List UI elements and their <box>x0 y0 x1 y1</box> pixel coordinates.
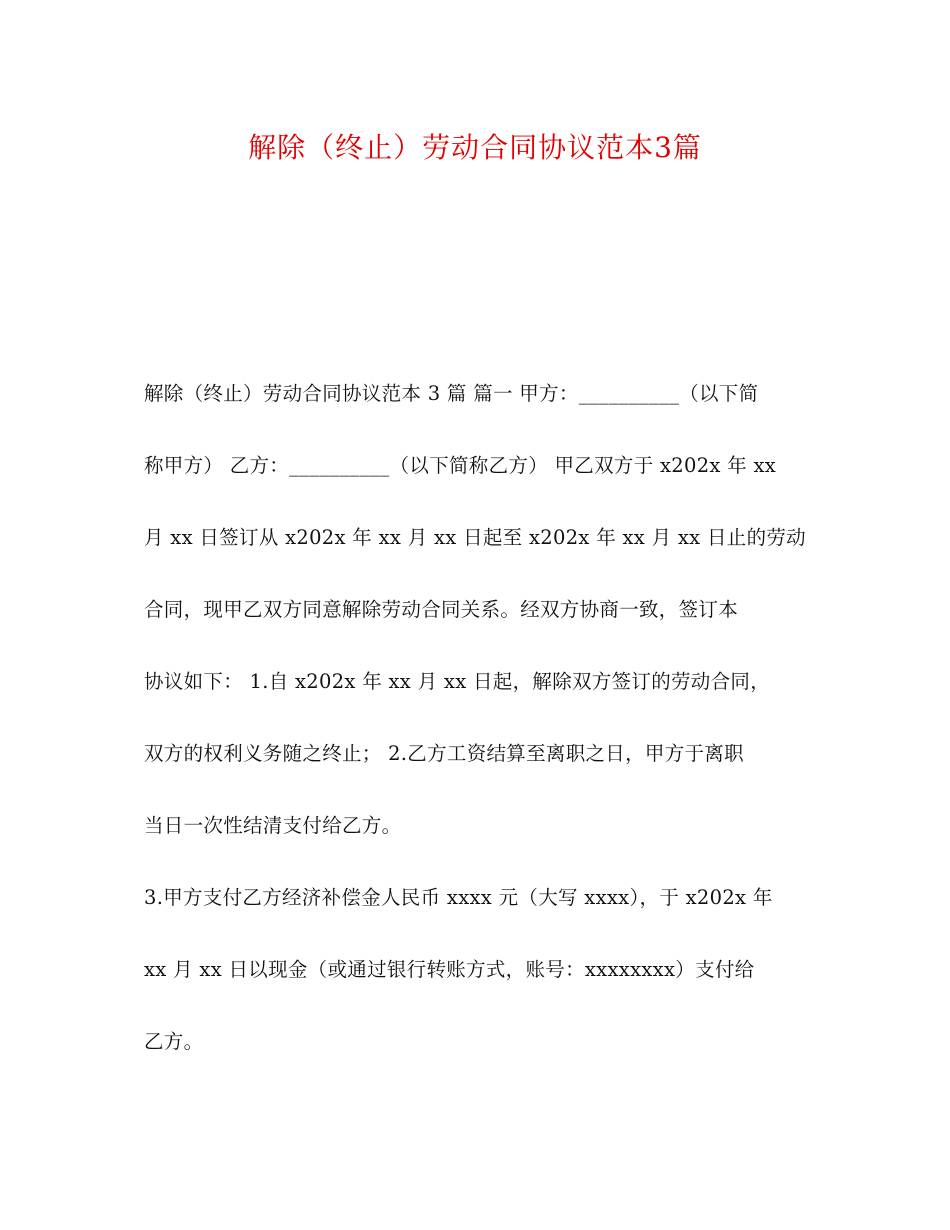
body-line: 解除（终止）劳动合同协议范本 3 篇 篇一 甲方：__________（以下简 <box>144 382 759 405</box>
body-line: 乙方。 <box>144 1030 204 1053</box>
body-line: 双方的权利义务随之终止； 2.乙方工资结算至离职之日，甲方于离职 <box>144 742 744 765</box>
body-line: 月 xx 日签订从 x202x 年 xx 月 xx 日起至 x202x 年 xx 月 xx 日止的劳动 <box>144 526 806 549</box>
body-line: 协议如下： 1.自 x202x 年 xx 月 xx 日起，解除双方签订的劳动合同， <box>144 670 770 693</box>
body-line: 3.甲方支付乙方经济补偿金人民币 xxxx 元（大写 xxxx），于 x202x 年 <box>144 886 773 909</box>
document-body <box>144 358 812 1078</box>
body-line: 称甲方） 乙方：__________（以下简称乙方） 甲乙双方于 x202x 年 xx <box>144 454 777 477</box>
body-line: 合同，现甲乙双方同意解除劳动合同关系。经双方协商一致，签订本 <box>144 598 739 621</box>
body-line: xx 月 xx 日以现金（或通过银行转账方式，账号：xxxxxxxx）支付给 <box>144 958 755 981</box>
document-title: 解除（终止）劳动合同协议范本3篇 <box>248 131 702 164</box>
body-line: 当日一次性结清支付给乙方。 <box>144 814 402 837</box>
